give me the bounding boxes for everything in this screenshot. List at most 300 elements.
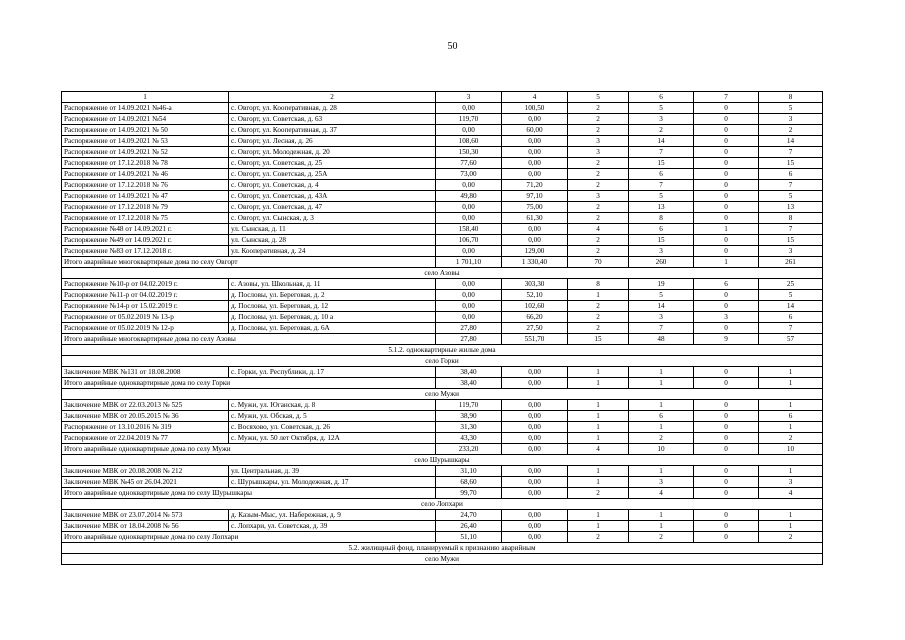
document-ref: Распоряжение от 14.09.2021 № 46 (62, 169, 229, 180)
document-ref: Распоряжение №49 от 14.09.2021 г. (62, 235, 229, 246)
document-ref: Распоряжение от 22.04.2019 № 77 (62, 433, 229, 444)
area-1: 73,00 (436, 169, 502, 180)
address: ул. Сынская, д. 11 (229, 224, 436, 235)
count-5: 1 (568, 400, 629, 411)
document-ref: Распоряжение №11-р от 04.02.2019 г. (62, 290, 229, 301)
count-7: 0 (694, 191, 759, 202)
table-row (62, 224, 823, 235)
area-1: 27,80 (436, 323, 502, 334)
area-1: 0,00 (436, 125, 502, 136)
document-ref: Заключение МВК от 20.05.2015 № 36 (62, 411, 229, 422)
count-8: 6 (759, 169, 823, 180)
count-8: 15 (759, 158, 823, 169)
count-6: 7 (629, 180, 694, 191)
section-title: село Азовы (62, 268, 823, 279)
table-row (62, 422, 823, 433)
column-number: 5 (568, 92, 629, 103)
document-ref: Распоряжение от 14.09.2021 № 47 (62, 191, 229, 202)
subtotal-row (62, 257, 823, 268)
table-row (62, 323, 823, 334)
column-number: 8 (759, 92, 823, 103)
count-6: 3 (629, 246, 694, 257)
column-number: 4 (502, 92, 568, 103)
area-2: 129,00 (502, 246, 568, 257)
count-6: 19 (629, 279, 694, 290)
document-ref: Заключение МВК от 23.07.2014 № 573 (62, 510, 229, 521)
document-ref: Распоряжение от 14.09.2021 № 50 (62, 125, 229, 136)
address: д. Пословы, ул. Береговая, д. 12 (229, 301, 436, 312)
document-ref: Заключение МВК от 20.08.2008 № 212 (62, 466, 229, 477)
subtotal-value: 1 (759, 378, 823, 389)
count-5: 1 (568, 521, 629, 532)
area-2: 0,00 (502, 400, 568, 411)
section-title: село Мужи (62, 389, 823, 400)
section-header-row (62, 356, 823, 367)
area-2: 0,00 (502, 466, 568, 477)
column-number: 6 (629, 92, 694, 103)
count-8: 1 (759, 422, 823, 433)
count-8: 1 (759, 521, 823, 532)
area-2: 0,00 (502, 411, 568, 422)
document-ref: Распоряжение от 17.12.2018 № 78 (62, 158, 229, 169)
subtotal-row (62, 532, 823, 543)
address: с. Шурышкары, ул. Молодежная, д. 17 (229, 477, 436, 488)
count-8: 14 (759, 301, 823, 312)
address: ул. Кооперативная, д. 24 (229, 246, 436, 257)
count-8: 6 (759, 312, 823, 323)
section-title: 5.2. жилищный фонд, планируемый к признанию аварийным (62, 543, 823, 554)
count-8: 3 (759, 114, 823, 125)
count-5: 1 (568, 422, 629, 433)
area-2: 0,00 (502, 510, 568, 521)
section-header-row (62, 499, 823, 510)
subtotal-value: 0,00 (502, 532, 568, 543)
table-row (62, 202, 823, 213)
area-1: 0,00 (436, 103, 502, 114)
address: с. Овгорт, ул. Сынская, д. 3 (229, 213, 436, 224)
area-2: 71,20 (502, 180, 568, 191)
section-title: село Мужи (62, 554, 823, 565)
subtotal-row (62, 334, 823, 345)
address: д. Казым-Мыс, ул. Набережная, д. 9 (229, 510, 436, 521)
count-6: 1 (629, 466, 694, 477)
address: с. Овгорт, ул. Молодежная, д. 20 (229, 147, 436, 158)
count-8: 13 (759, 202, 823, 213)
count-6: 8 (629, 213, 694, 224)
table-row (62, 400, 823, 411)
area-1: 0,00 (436, 213, 502, 224)
table-row (62, 114, 823, 125)
subtotal-value: 70 (568, 257, 629, 268)
count-5: 2 (568, 246, 629, 257)
count-8: 7 (759, 224, 823, 235)
column-number: 1 (62, 92, 229, 103)
subtotal-value: 9 (694, 334, 759, 345)
area-2: 0,00 (502, 477, 568, 488)
count-5: 1 (568, 290, 629, 301)
subtotal-value: 2 (629, 532, 694, 543)
area-1: 150,30 (436, 147, 502, 158)
subtotal-label: Итого аварийные одноквартирные дома по селу Мужи (62, 444, 436, 455)
count-5: 2 (568, 158, 629, 169)
count-7: 0 (694, 158, 759, 169)
column-number: 7 (694, 92, 759, 103)
table-row (62, 147, 823, 158)
area-1: 68,60 (436, 477, 502, 488)
subtotal-value: 48 (629, 334, 694, 345)
subtotal-value: 38,40 (436, 378, 502, 389)
count-7: 0 (694, 147, 759, 158)
document-ref: Распоряжение №10-р от 04.02.2019 г. (62, 279, 229, 290)
section-title: село Горки (62, 356, 823, 367)
count-8: 15 (759, 235, 823, 246)
address: с. Мужи, ул. 50 лет Октября, д. 12А (229, 433, 436, 444)
area-2: 0,00 (502, 235, 568, 246)
subtotal-value: 57 (759, 334, 823, 345)
table-row (62, 279, 823, 290)
count-5: 2 (568, 202, 629, 213)
count-6: 15 (629, 158, 694, 169)
count-8: 2 (759, 433, 823, 444)
address: ул. Сынская, д. 28 (229, 235, 436, 246)
subtotal-row (62, 444, 823, 455)
count-7: 0 (694, 202, 759, 213)
count-6: 5 (629, 290, 694, 301)
column-number: 3 (436, 92, 502, 103)
table-row (62, 411, 823, 422)
subtotal-value: 51,10 (436, 532, 502, 543)
subtotal-value: 4 (759, 488, 823, 499)
count-7: 6 (694, 279, 759, 290)
table-row (62, 433, 823, 444)
count-5: 2 (568, 235, 629, 246)
subtotal-label: Итого аварийные одноквартирные дома по селу Горки (62, 378, 436, 389)
area-1: 0,00 (436, 202, 502, 213)
section-header-row (62, 455, 823, 466)
area-2: 27,50 (502, 323, 568, 334)
section-header-row (62, 389, 823, 400)
count-8: 1 (759, 510, 823, 521)
subtotal-value: 2 (568, 488, 629, 499)
table-row (62, 477, 823, 488)
count-8: 14 (759, 136, 823, 147)
address: с. Овгорт, ул. Советская, д. 43А (229, 191, 436, 202)
count-5: 3 (568, 147, 629, 158)
count-5: 2 (568, 312, 629, 323)
area-2: 75,00 (502, 202, 568, 213)
page-number: 50 (447, 41, 458, 52)
section-title: село Шурышкары (62, 455, 823, 466)
count-8: 1 (759, 466, 823, 477)
area-1: 31,30 (436, 422, 502, 433)
subtotal-value: 4 (568, 444, 629, 455)
area-2: 303,30 (502, 279, 568, 290)
address: д. Пословы, ул. Береговая, д. 6А (229, 323, 436, 334)
table-row (62, 246, 823, 257)
count-7: 3 (694, 312, 759, 323)
table-row (62, 213, 823, 224)
table-header-row (62, 92, 823, 103)
count-6: 5 (629, 191, 694, 202)
area-2: 66,20 (502, 312, 568, 323)
section-header-row (62, 268, 823, 279)
subtotal-value: 0,00 (502, 488, 568, 499)
count-6: 2 (629, 433, 694, 444)
address: с. Овгорт, ул. Советская, д. 63 (229, 114, 436, 125)
count-6: 3 (629, 312, 694, 323)
subtotal-value: 1 701,10 (436, 257, 502, 268)
count-7: 0 (694, 103, 759, 114)
area-1: 31,10 (436, 466, 502, 477)
table-row (62, 158, 823, 169)
count-5: 1 (568, 510, 629, 521)
area-1: 26,40 (436, 521, 502, 532)
count-7: 0 (694, 411, 759, 422)
count-6: 1 (629, 400, 694, 411)
document-ref: Распоряжение от 17.12.2018 № 79 (62, 202, 229, 213)
table-row (62, 125, 823, 136)
address: с. Горки, ул. Республики, д. 17 (229, 367, 436, 378)
subtotal-value: 10 (759, 444, 823, 455)
area-2: 60,00 (502, 125, 568, 136)
count-7: 0 (694, 323, 759, 334)
address: с. Овгорт, ул. Советская, д. 25 (229, 158, 436, 169)
subtotal-value: 233,20 (436, 444, 502, 455)
count-7: 0 (694, 433, 759, 444)
address: д. Пословы, ул. Береговая, д. 2 (229, 290, 436, 301)
section-header-row (62, 543, 823, 554)
count-6: 6 (629, 411, 694, 422)
count-8: 8 (759, 213, 823, 224)
document-ref: Распоряжение №48 от 14.09.2021 г. (62, 224, 229, 235)
count-8: 5 (759, 290, 823, 301)
area-2: 52,10 (502, 290, 568, 301)
area-1: 0,00 (436, 301, 502, 312)
count-5: 2 (568, 125, 629, 136)
count-7: 1 (694, 224, 759, 235)
count-6: 15 (629, 235, 694, 246)
address: с. Мужи, ул. Обская, д. 5 (229, 411, 436, 422)
count-6: 7 (629, 323, 694, 334)
section-title: село Лопхари (62, 499, 823, 510)
area-2: 100,50 (502, 103, 568, 114)
area-1: 38,40 (436, 367, 502, 378)
count-5: 8 (568, 279, 629, 290)
subtotal-label: Итого аварийные многоквартирные дома по селу Овгорт (62, 257, 436, 268)
table-row (62, 180, 823, 191)
count-6: 1 (629, 422, 694, 433)
count-8: 7 (759, 147, 823, 158)
document-ref: Заключение МВК от 22.03.2013 № 525 (62, 400, 229, 411)
count-5: 1 (568, 433, 629, 444)
area-2: 0,00 (502, 224, 568, 235)
count-5: 2 (568, 213, 629, 224)
count-8: 2 (759, 125, 823, 136)
table-row (62, 301, 823, 312)
document-ref: Распоряжение от 14.09.2021 №54 (62, 114, 229, 125)
count-7: 0 (694, 180, 759, 191)
count-5: 2 (568, 301, 629, 312)
count-5: 3 (568, 191, 629, 202)
count-5: 1 (568, 477, 629, 488)
table-row (62, 136, 823, 147)
area-2: 0,00 (502, 147, 568, 158)
area-1: 0,00 (436, 290, 502, 301)
area-1: 0,00 (436, 246, 502, 257)
count-5: 2 (568, 103, 629, 114)
area-1: 49,80 (436, 191, 502, 202)
table-row (62, 367, 823, 378)
count-7: 0 (694, 246, 759, 257)
table-row (62, 521, 823, 532)
count-7: 0 (694, 367, 759, 378)
address: с. Овгорт, ул. Советская, д. 4 (229, 180, 436, 191)
document-ref: Заключение МВК от 18.04.2008 № 56 (62, 521, 229, 532)
housing-register-table (61, 91, 823, 565)
count-5: 3 (568, 136, 629, 147)
count-5: 2 (568, 169, 629, 180)
subtotal-value: 0 (694, 532, 759, 543)
area-2: 0,00 (502, 422, 568, 433)
count-8: 6 (759, 411, 823, 422)
area-2: 61,30 (502, 213, 568, 224)
address: с. Овгорт, ул. Советская, д. 25А (229, 169, 436, 180)
document-ref: Распоряжение №83 от 17.12.2018 г. (62, 246, 229, 257)
document-ref: Распоряжение от 13.10.2016 № 319 (62, 422, 229, 433)
count-6: 7 (629, 147, 694, 158)
document-ref: Распоряжение от 17.12.2018 № 75 (62, 213, 229, 224)
column-number: 2 (229, 92, 436, 103)
subtotal-value: 1 (694, 257, 759, 268)
area-1: 119,70 (436, 400, 502, 411)
count-7: 0 (694, 422, 759, 433)
area-1: 38,90 (436, 411, 502, 422)
area-2: 0,00 (502, 367, 568, 378)
count-6: 1 (629, 367, 694, 378)
subtotal-value: 10 (629, 444, 694, 455)
area-2: 0,00 (502, 169, 568, 180)
count-8: 7 (759, 180, 823, 191)
address: с. Азовы, ул. Школьная, д. 11 (229, 279, 436, 290)
document-ref: Распоряжение от 05.02.2019 № 13-р (62, 312, 229, 323)
area-1: 0,00 (436, 279, 502, 290)
count-8: 3 (759, 477, 823, 488)
count-6: 2 (629, 125, 694, 136)
count-7: 0 (694, 510, 759, 521)
subtotal-value: 0,00 (502, 378, 568, 389)
area-1: 0,00 (436, 312, 502, 323)
area-2: 0,00 (502, 136, 568, 147)
table-row (62, 510, 823, 521)
count-7: 0 (694, 169, 759, 180)
count-6: 6 (629, 224, 694, 235)
area-1: 77,60 (436, 158, 502, 169)
count-5: 1 (568, 411, 629, 422)
section-header-row (62, 345, 823, 356)
subtotal-value: 2 (759, 532, 823, 543)
subtotal-value: 551,70 (502, 334, 568, 345)
table-row (62, 290, 823, 301)
subtotal-value: 260 (629, 257, 694, 268)
subtotal-value: 0,00 (502, 444, 568, 455)
address: с. Лопхари, ул. Советская, д. 39 (229, 521, 436, 532)
area-1: 158,40 (436, 224, 502, 235)
subtotal-value: 0 (694, 444, 759, 455)
count-7: 0 (694, 400, 759, 411)
subtotal-label: Итого аварийные одноквартирные дома по селу Лопхари (62, 532, 436, 543)
count-8: 1 (759, 400, 823, 411)
address: д. Пословы, ул. Береговая, д. 10 а (229, 312, 436, 323)
area-2: 0,00 (502, 114, 568, 125)
count-7: 0 (694, 125, 759, 136)
count-7: 0 (694, 114, 759, 125)
document-ref: Распоряжение от 17.12.2018 № 76 (62, 180, 229, 191)
count-5: 1 (568, 367, 629, 378)
area-1: 0,00 (436, 180, 502, 191)
count-8: 7 (759, 323, 823, 334)
subtotal-value: 1 330,40 (502, 257, 568, 268)
address: с. Овгорт, ул. Лесная, д. 26 (229, 136, 436, 147)
subtotal-label: Итого аварийные одноквартирные дома по селу Шурышкары (62, 488, 436, 499)
table-row (62, 466, 823, 477)
section-title: 5.1.2. одноквартирные жилые дома (62, 345, 823, 356)
area-2: 97,10 (502, 191, 568, 202)
table-row (62, 312, 823, 323)
count-7: 0 (694, 477, 759, 488)
count-7: 0 (694, 521, 759, 532)
count-8: 5 (759, 103, 823, 114)
count-8: 3 (759, 246, 823, 257)
document-ref: Распоряжение от 14.09.2021 № 53 (62, 136, 229, 147)
table-row (62, 191, 823, 202)
count-7: 0 (694, 290, 759, 301)
count-7: 0 (694, 466, 759, 477)
count-6: 14 (629, 136, 694, 147)
count-8: 1 (759, 367, 823, 378)
section-header-row (62, 554, 823, 565)
area-1: 119,70 (436, 114, 502, 125)
count-5: 2 (568, 180, 629, 191)
count-6: 3 (629, 477, 694, 488)
document-ref: Заключение МВК №45 от 26.04.2021 (62, 477, 229, 488)
address: с. Овгорт, ул. Советская, д. 47 (229, 202, 436, 213)
count-7: 0 (694, 301, 759, 312)
subtotal-value: 1 (629, 378, 694, 389)
document-ref: Распоряжение от 14.09.2021 № 52 (62, 147, 229, 158)
area-1: 108,60 (436, 136, 502, 147)
area-1: 106,70 (436, 235, 502, 246)
address: с. Восяхово, ул. Советская, д. 26 (229, 422, 436, 433)
count-8: 25 (759, 279, 823, 290)
count-6: 5 (629, 103, 694, 114)
subtotal-value: 1 (568, 378, 629, 389)
count-5: 2 (568, 114, 629, 125)
address: с. Овгорт, ул. Кооперативная, д. 28 (229, 103, 436, 114)
subtotal-row (62, 488, 823, 499)
count-6: 14 (629, 301, 694, 312)
area-2: 0,00 (502, 521, 568, 532)
address: с. Мужи, ул. Юганская, д. 8 (229, 400, 436, 411)
count-7: 0 (694, 213, 759, 224)
area-2: 0,00 (502, 433, 568, 444)
count-8: 5 (759, 191, 823, 202)
subtotal-value: 15 (568, 334, 629, 345)
subtotal-value: 99,70 (436, 488, 502, 499)
document-ref: Заключение МВК №131 от 18.08.2008 (62, 367, 229, 378)
subtotal-value: 0 (694, 378, 759, 389)
table-row (62, 235, 823, 246)
subtotal-value: 4 (629, 488, 694, 499)
